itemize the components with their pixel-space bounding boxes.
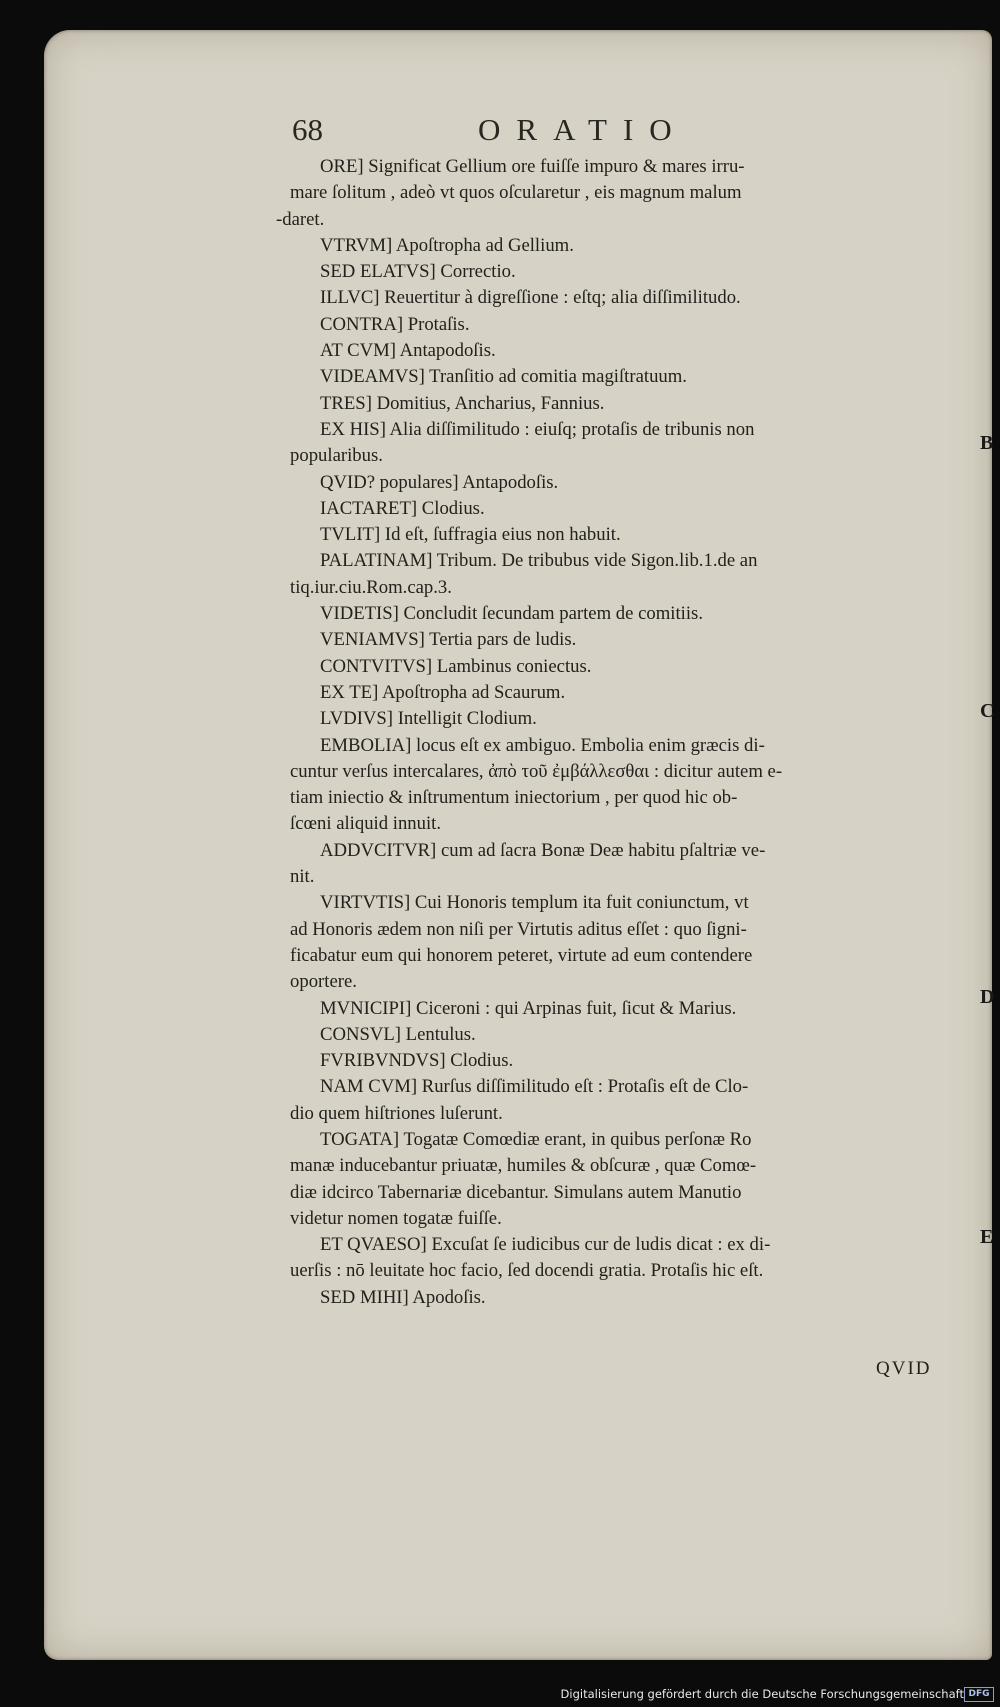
- text-line: CONTRA] Protaſis.: [320, 313, 470, 335]
- commentary-text: [276, 154, 954, 1311]
- text-line: ad Honoris ædem non niſi per Virtutis aditus eſſet : quo ſigni-: [290, 918, 747, 940]
- text-line: MVNICIPI] Ciceroni : qui Arpinas fuit, ſicut & Marius.: [320, 997, 737, 1019]
- text-line: nit.: [290, 866, 315, 888]
- text-line: CONSVL] Lentulus.: [320, 1023, 476, 1045]
- running-head: ORATIO: [478, 112, 688, 147]
- funding-credit: Digitalisierung gefördert durch die Deutsche Forschungsgemeinschaft: [560, 1687, 964, 1701]
- text-line: TRES] Domitius, Ancharius, Fannius.: [320, 392, 605, 414]
- text-line: ET QVAESO] Excuſat ſe iudicibus cur de ludis dicat : ex di-: [320, 1234, 771, 1256]
- text-line: TOGATA] Togatæ Comœdiæ erant, in quibus perſonæ Ro: [320, 1128, 752, 1150]
- catchword: QVID: [876, 1358, 932, 1379]
- text-line: VIDEAMVS] Tranſitio ad comitia magiſtratuum.: [320, 366, 687, 388]
- text-line: VTRVM] Apoſtropha ad Gellium.: [320, 234, 574, 256]
- text-line: QVID? populares] Antapodoſis.: [320, 471, 559, 493]
- text-line: FVRIBVNDVS] Clodius.: [320, 1050, 514, 1072]
- text-line: AT CVM] Antapodoſis.: [320, 340, 496, 362]
- text-line: diæ idcirco Tabernariæ dicebantur. Simulans autem Manutio: [290, 1181, 742, 1203]
- dfg-logo-icon: DFG: [964, 1687, 994, 1702]
- text-line: ILLVC] Reuertitur à digreſſione : eſtq; alia diſſimilitudo.: [320, 287, 741, 309]
- text-line: IACTARET] Clodius.: [320, 497, 485, 519]
- text-line: tiam iniectio & inſtrumentum iniectorium , per quod hic ob-: [290, 787, 738, 809]
- text-line: SED MIHI] Apodoſis.: [320, 1286, 486, 1308]
- text-line: NAM CVM] Rurſus diſſimilitudo eſt : Protaſis eſt de Clo-: [320, 1076, 749, 1098]
- margin-letter-d: D: [980, 986, 995, 1008]
- text-line: TVLIT] Id eſt, ſuffragia eius non habuit.: [320, 524, 621, 546]
- page-header: [292, 112, 752, 152]
- text-line: CONTVITVS] Lambinus coniectus.: [320, 655, 592, 677]
- text-line: dio quem hiſtriones luſerunt.: [290, 1102, 503, 1124]
- text-line: VIDETIS] Concludit ſecundam partem de comitiis.: [320, 603, 704, 625]
- text-line: EMBOLIA] locus eſt ex ambiguo. Embolia enim græcis di-: [320, 734, 765, 756]
- text-line: ſcœni aliquid innuit.: [290, 813, 442, 835]
- text-line: mare ſolitum , adeò vt quos oſcularetur , eis magnum malum: [290, 182, 742, 204]
- text-line: tiq.iur.ciu.Rom.cap.3.: [290, 576, 452, 598]
- text-line: popularibus.: [290, 445, 383, 467]
- text-line: VIRTVTIS] Cui Honoris templum ita fuit coniunctum, vt: [320, 892, 749, 914]
- margin-letter-b: B: [980, 432, 994, 454]
- margin-letter-c: C: [980, 700, 995, 722]
- text-line: VENIAMVS] Tertia pars de ludis.: [320, 629, 577, 651]
- text-line: EX TE] Apoſtropha ad Scaurum.: [320, 681, 566, 703]
- text-line: manæ inducebantur priuatæ, humiles & obſcuræ , quæ Comœ-: [290, 1155, 757, 1177]
- digitization-footer: [0, 1680, 1000, 1707]
- text-line: videtur nomen togatæ fuiſſe.: [290, 1207, 502, 1229]
- margin-letter-e: E: [980, 1226, 994, 1248]
- text-line: ORE] Significat Gellium ore fuiſſe impuro & mares irru-: [320, 156, 745, 177]
- text-line: LVDIVS] Intelligit Clodium.: [320, 708, 537, 730]
- text-line: ADDVCITVR] cum ad ſacra Bonæ Deæ habitu pſaltriæ ve-: [320, 839, 766, 861]
- text-line: cuntur verſus intercalares, ἀπὸ τοῦ ἐμβάλλεσθαι : dicitur autem e-: [290, 760, 783, 782]
- page-number: 68: [292, 112, 323, 147]
- text-line: SED ELATVS] Correctio.: [320, 261, 516, 283]
- text-line: -daret.: [276, 208, 325, 230]
- text-line: ficabatur eum qui honorem peteret, virtute ad eum contendere: [290, 944, 753, 966]
- text-line: PALATINAM] Tribum. De tribubus vide Sigon.lib.1.de an: [320, 550, 758, 572]
- text-line: uerſis : nō leuitate hoc facio, ſed docendi gratia. Protaſis hic eſt.: [290, 1260, 764, 1282]
- text-line: EX HIS] Alia diſſimilitudo : eiuſq; protaſis de tribunis non: [320, 418, 755, 440]
- text-line: oportere.: [290, 971, 357, 993]
